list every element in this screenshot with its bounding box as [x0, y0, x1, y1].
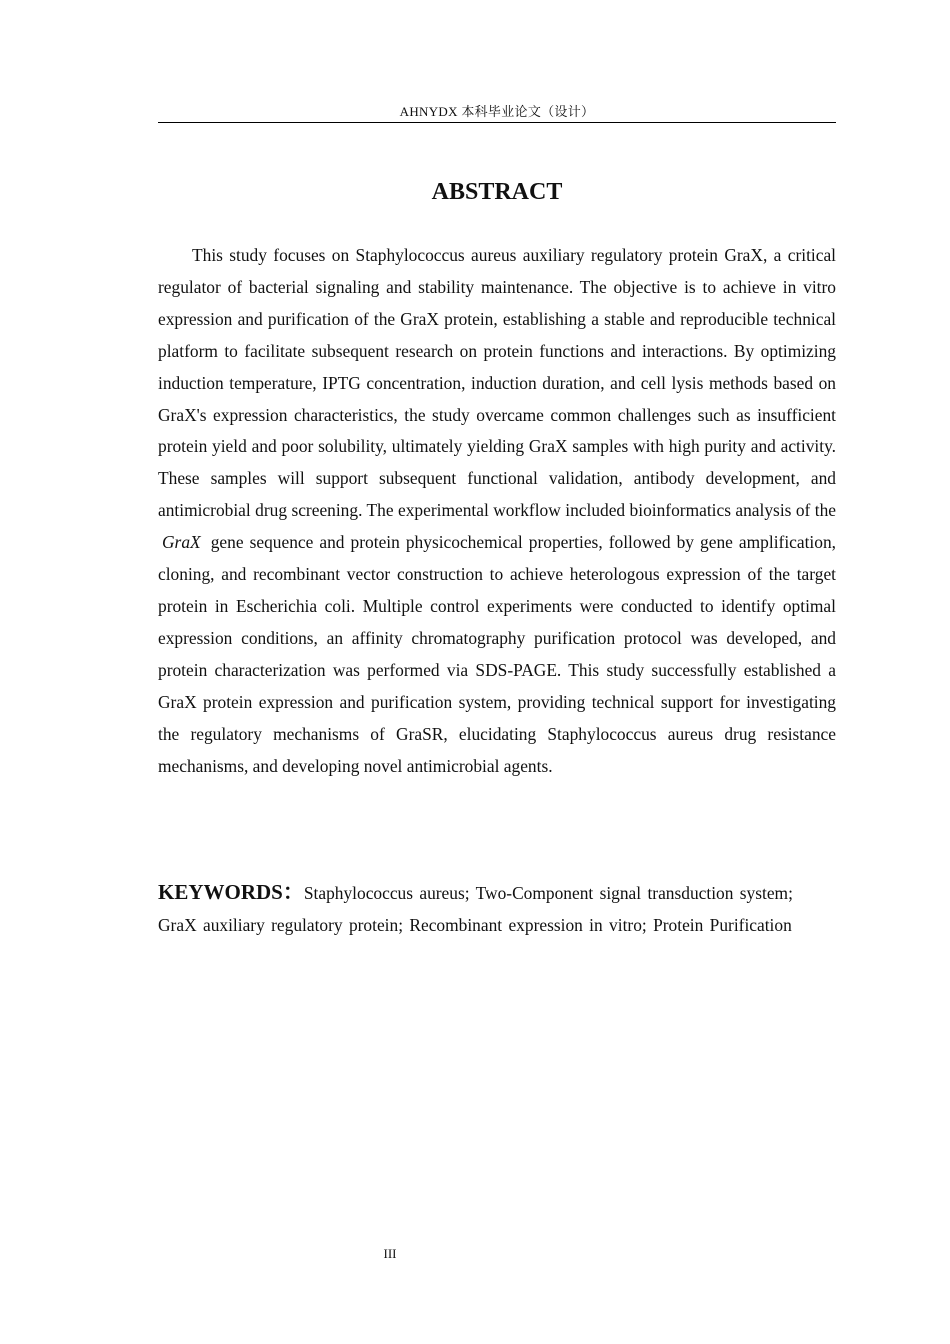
keywords-text: Staphylococcus aureus; Two-Component signal transduction system; GraX auxiliary regulatory protein; Recombinant expression in vitro; Protein Purification	[158, 883, 793, 935]
keywords-paragraph	[158, 876, 828, 941]
abstract-text-part1: This study focuses on Staphylococcus aureus auxiliary regulatory protein GraX, a critical regulator of bacterial signaling and stability maintenance. The objective is to achieve in vitro expression and purification of the GraX protein, establishing a stable and reproducible technical platform to facilitate subsequent research on protein functions and interactions. By optimizing induction temperature, IPTG concentration, induction duration, and cell lysis methods based on GraX's expression characteristics, the study overcame common challenges such as insufficient protein yield and poor solubility, ultimately yielding GraX samples with high purity and activity. These samples will support subsequent functional validation, antibody development, and antimicrobial drug screening. The experimental workflow included bioinformatics analysis of the	[158, 245, 836, 521]
abstract-title: ABSTRACT	[431, 179, 563, 205]
gene-name-italic: GraX	[162, 532, 201, 553]
page-number: III	[383, 1246, 397, 1261]
running-header: AHNYDX 本科毕业论文（设计）	[399, 104, 595, 119]
header-rule	[158, 122, 836, 123]
abstract-body	[158, 240, 836, 782]
keywords-label: KEYWORDS：	[158, 880, 304, 904]
abstract-text-part2: gene sequence and protein physicochemical properties, followed by gene amplification, cloning, and recombinant vector construction to achieve heterologous expression of the target protein in Escherichia coli. Multiple control experiments were conducted to identify optimal expression conditions, an affinity chromatography purification protocol was developed, and protein characterization was performed via SDS-PAGE. This study successfully established a GraX protein expression and purification system, providing technical support for investigating the regulatory mechanisms of GraSR, elucidating Staphylococcus aureus drug resistance mechanisms, and developing novel antimicrobial agents.	[158, 532, 836, 776]
